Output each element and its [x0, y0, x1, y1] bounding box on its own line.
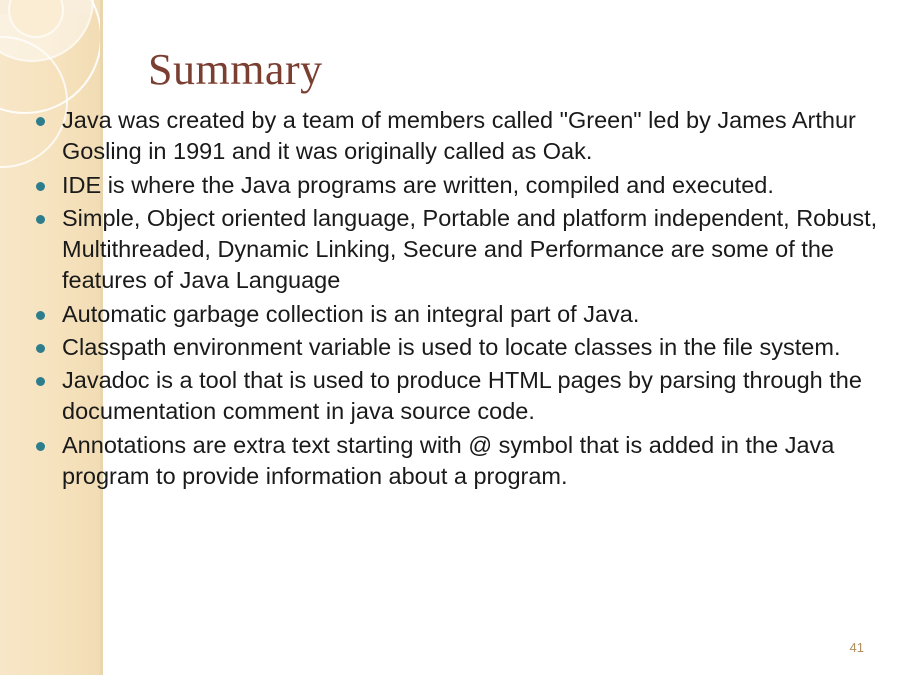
list-item-text: IDE is where the Java programs are written, compiled and executed. — [62, 171, 774, 198]
list-item-text: Automatic garbage collection is an integral part of Java. — [62, 300, 640, 327]
list-item-text: Java was created by a team of members called "Green" led by James Arthur Gosling in 1991 and it was originally called as Oak. — [62, 107, 856, 165]
list-item — [28, 203, 888, 297]
list-item-text: Classpath environment variable is used to locate classes in the file system. — [62, 333, 841, 360]
bullet-list — [28, 105, 888, 492]
page-number: 41 — [849, 640, 864, 655]
bullet-dot-icon — [36, 311, 45, 320]
page-title: Summary — [148, 45, 323, 94]
bullet-dot-icon — [36, 344, 45, 353]
bullet-dot-icon — [36, 117, 45, 126]
list-item — [28, 430, 888, 493]
list-item — [28, 105, 888, 168]
list-item-text: Simple, Object oriented language, Portable and platform independent, Robust, Multithreaded, Dynamic Linking, Secure and Performance are some of the features of Java Language — [62, 204, 878, 294]
list-item — [28, 365, 888, 428]
list-item — [28, 332, 888, 363]
list-item-text: Javadoc is a tool that is used to produce HTML pages by parsing through the documentation comment in java source code. — [62, 367, 862, 425]
bullet-dot-icon — [36, 215, 45, 224]
list-item — [28, 299, 888, 330]
list-item-text: Annotations are extra text starting with @ symbol that is added in the Java program to provide information about a program. — [62, 431, 835, 489]
list-item — [28, 170, 888, 201]
slide-body — [28, 105, 888, 494]
bullet-dot-icon — [36, 182, 45, 191]
bullet-dot-icon — [36, 442, 45, 451]
bullet-dot-icon — [36, 377, 45, 386]
